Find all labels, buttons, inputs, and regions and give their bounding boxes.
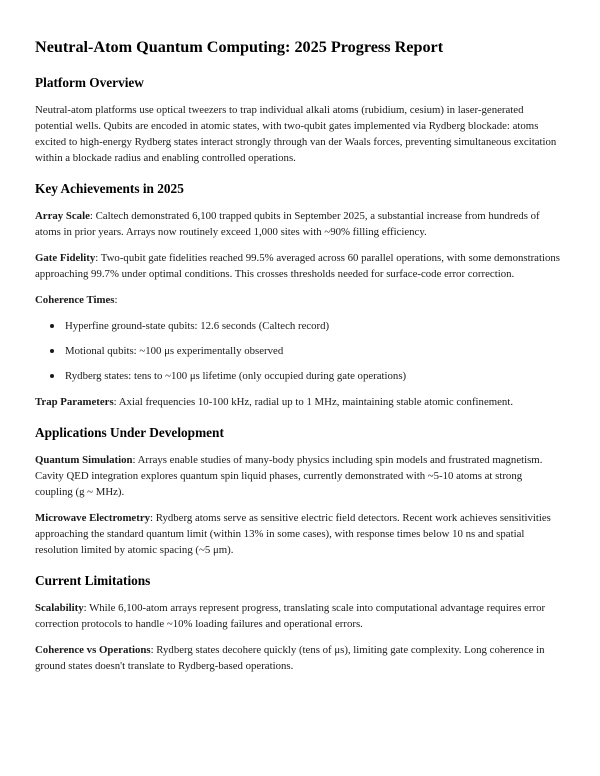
list-item: Motional qubits: ~100 μs experimentally observed (65, 343, 562, 359)
section-key-achievements (35, 180, 562, 410)
section-applications (35, 424, 562, 558)
paragraph-text: : While 6,100-atom arrays represent progress, translating scale into computational advantage requires error correction protocols to handle ~10% loading failures and operational errors. (35, 602, 546, 630)
section-heading: Current Limitations (35, 573, 151, 588)
section-current-limitations (35, 572, 562, 674)
paragraph-text: : Caltech demonstrated 6,100 trapped qubits in September 2025, a substantial increase from hundreds of atoms in prior years. Arrays now routinely exceed 1,000 sites with ~90% filling efficiency. (35, 210, 540, 238)
paragraph-trap-parameters (35, 394, 562, 410)
paragraph-lead: Trap Parameters (35, 396, 114, 408)
paragraph-lead: Scalability (35, 602, 84, 614)
list-item: Rydberg states: tens to ~100 μs lifetime (only occupied during gate operations) (65, 368, 562, 384)
document-title: Neutral-Atom Quantum Computing: 2025 Progress Report (35, 38, 444, 56)
section-platform-overview (35, 74, 562, 166)
paragraph-microwave-electrometry (35, 510, 562, 558)
paragraph-text: : Arrays enable studies of many-body physics including spin models and frustrated magnetism. Cavity QED integration explores quantum spin liquid phases, currently demonstrated with ~5-10 atoms at strong coupling (g ~ MHz). (35, 454, 543, 498)
paragraph-text: : Rydberg states decohere quickly (tens of μs), limiting gate complexity. Long coherence in ground states doesn't translate to Rydberg-based operations. (35, 644, 545, 672)
paragraph-lead: Coherence vs Operations (35, 644, 151, 656)
paragraph-scalability (35, 600, 562, 632)
paragraph-text: : Two-qubit gate fidelities reached 99.5% averaged across 60 parallel operations, with some demonstrations approaching 99.7% under optimal conditions. This crosses thresholds needed for surface-code error correction. (35, 252, 560, 280)
paragraph-lead: Microwave Electrometry (35, 512, 151, 524)
paragraph-gate-fidelity (35, 250, 562, 282)
paragraph-array-scale (35, 208, 562, 240)
coherence-list (35, 318, 562, 384)
paragraph-lead: Gate Fidelity (35, 252, 96, 264)
paragraph-text: : Axial frequencies 10-100 kHz, radial up to 1 MHz, maintaining stable atomic confinement. (113, 396, 514, 408)
paragraph-quantum-simulation (35, 452, 562, 500)
paragraph: Neutral-atom platforms use optical tweezers to trap individual alkali atoms (rubidium, cesium) in laser-generated potential wells. Qubits are encoded in atomic states, with two-qubit gates implemented via Rydberg blockade: atoms excited to high-energy Rydberg states interact strongly through van der Waals forces, preventing simultaneous excitation within a blockade radius and enabling controlled operations. (35, 104, 557, 164)
section-heading: Key Achievements in 2025 (35, 181, 184, 196)
paragraph-text: : Rydberg atoms serve as sensitive electric field detectors. Recent work achieves sensitivities approaching the standard quantum limit (within 13% in some cases), with response times below 10 ns and spatial resolution limited by atomic spacing (~5 μm). (35, 512, 551, 556)
paragraph-text: : (114, 294, 118, 306)
section-heading: Applications Under Development (35, 425, 224, 440)
paragraph-coherence-times (35, 292, 562, 308)
paragraph-lead: Coherence Times (35, 294, 115, 306)
paragraph-lead: Quantum Simulation (35, 454, 133, 466)
section-heading: Platform Overview (35, 75, 144, 90)
paragraph-lead: Array Scale (35, 210, 90, 222)
paragraph-coherence-vs-operations (35, 642, 562, 674)
list-item: Hyperfine ground-state qubits: 12.6 seconds (Caltech record) (65, 318, 562, 334)
